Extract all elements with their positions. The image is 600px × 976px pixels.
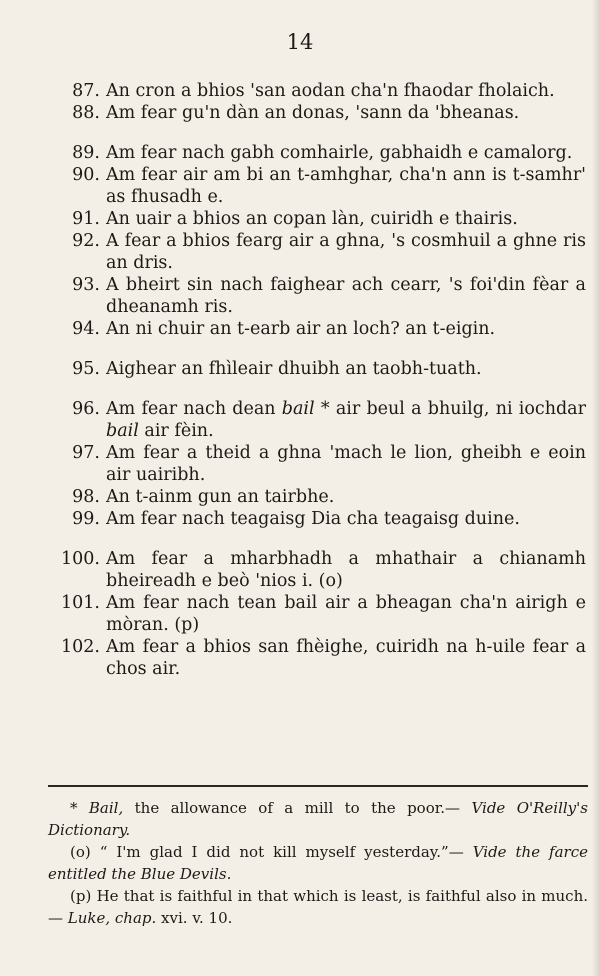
proverb-97 [46,442,586,486]
proverb-number: 101. [61,593,100,613]
proverb-text: An ni chuir an t-earb air an loch? an t-eigin. [106,319,496,339]
proverb-number: 93. [72,275,100,295]
proverb-90 [46,164,586,208]
proverb-94 [46,318,586,340]
proverb-text [106,398,586,442]
footnotes [48,797,588,929]
proverb-list [46,80,586,680]
proverb-text: Am fear gu'n dàn an donas, 'sann da 'bheanas. [106,103,520,123]
footnote-o [48,841,588,885]
footnote-text: He that is faithful in that which is least, is faithful also in much.— [48,887,589,927]
proverb-number: 99. [72,509,100,529]
proverb-number: 98. [72,487,100,507]
proverb-number: 96. [72,399,100,419]
proverb-number: 100. [61,549,100,569]
proverb-number: 88. [72,103,100,123]
proverb-text: Am fear a theid a ghna 'mach le lion, gheibh e eoin air uairibh. [106,443,586,485]
footnote-text: xvi. v. 10. [156,909,233,927]
proverb-number: 92. [72,231,100,251]
proverb-number: 90. [72,165,100,185]
footnote-p [48,885,588,929]
proverb-text-part: * air beul a bhuilg, ni iochdar [314,399,586,419]
proverb-89 [46,142,586,164]
proverb-91 [46,208,586,230]
proverb-text: Am fear nach tean bail air a bheagan cha'n airigh e mòran. (p) [106,593,586,635]
italic-term: bail [281,399,315,419]
footnote-text: “ I'm glad I did not kill myself yesterday.”— [99,843,473,861]
footnote-reference: Luke, chap. [67,909,157,927]
footnote-divider [48,785,588,787]
proverb-95 [46,358,586,380]
proverb-88 [46,102,586,124]
proverb-number: 87. [72,81,100,101]
footnote-mark: * [70,799,89,817]
proverb-number: 89. [72,143,100,163]
footnote-reference: Vide the farce entitled the Blue Devils. [48,843,589,883]
proverb-100 [46,548,586,592]
page-number: 14 [286,30,314,54]
footnote-text: the allowance of a mill to the poor.— [123,799,472,817]
proverb-96 [46,398,586,442]
proverb-text-part: air fèin. [138,421,214,441]
proverb-number: 91. [72,209,100,229]
footnote-bail [48,797,588,841]
proverb-87 [46,80,586,102]
proverb-text: An uair a bhios an copan làn, cuiridh e thairis. [106,209,518,229]
proverb-102 [46,636,586,680]
proverb-text: A fear a bhios fearg air a ghna, 's cosmhuil a ghne ris an dris. [106,231,586,273]
proverb-number: 94. [72,319,100,339]
proverb-text: Am fear air am bi an t-amhghar, cha'n ann is t-samhr' as fhusadh e. [106,165,586,207]
proverb-text-part: Am fear nach dean [106,399,282,419]
proverb-text: Aighear an fhìleair dhuibh an taobh-tuath. [106,359,482,379]
footnote-reference: Vide O'Reilly's Dictionary. [48,799,588,839]
proverb-98 [46,486,586,508]
proverb-99 [46,508,586,530]
proverb-text: A bheirt sin nach faighear ach cearr, 's foi'din fèar a dheanamh ris. [106,275,586,317]
proverb-number: 102. [61,637,100,657]
proverb-text: Am fear nach gabh comhairle, gabhaidh e camalorg. [106,143,573,163]
proverb-93 [46,274,586,318]
proverb-text: Am fear nach teagaisg Dia cha teagaisg duine. [106,509,520,529]
proverb-number: 95. [72,359,100,379]
proverb-number: 97. [72,443,100,463]
proverb-101 [46,592,586,636]
footnote-term: Bail, [88,799,124,817]
proverb-92 [46,230,586,274]
italic-term: bail [106,421,139,441]
footnote-mark: (o) [70,843,100,861]
proverb-text: An cron a bhios 'san aodan cha'n fhaodar fholaich. [106,81,555,101]
footnote-mark: (p) [70,887,97,905]
page-edge-shadow [592,0,600,976]
proverb-text: An t-ainm gun an tairbhe. [106,487,335,507]
proverb-text: Am fear a bhios san fhèighe, cuiridh na h-uile fear a chos air. [106,637,586,679]
proverb-text: Am fear a mharbhadh a mhathair a chianamh bheireadh e beò 'nios i. (o) [106,549,586,591]
